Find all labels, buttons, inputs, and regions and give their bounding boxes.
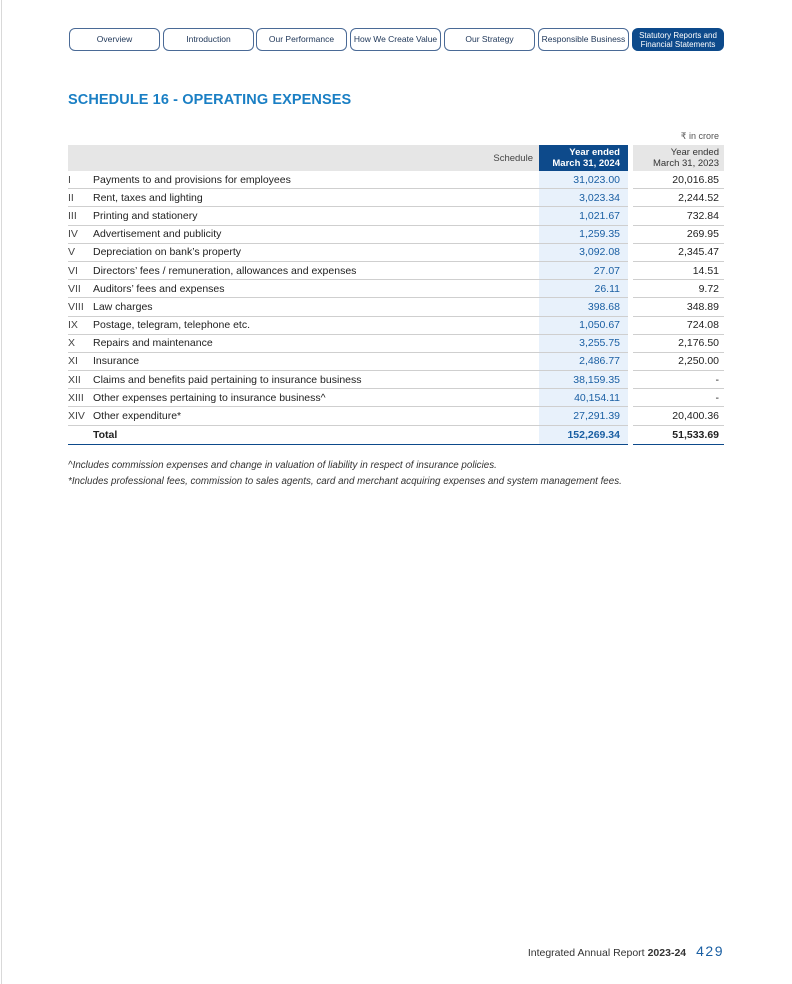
tab-statutory-label: Statutory Reports and Financial Statements [639,30,717,49]
page-footer [528,943,724,959]
table-header-row [68,145,724,171]
schedule-header: Schedule [68,145,539,171]
report-year: 2023-24 [647,947,687,959]
page-title: SCHEDULE 16 - OPERATING EXPENSES [68,92,352,108]
table-row: VII Auditors’ fees and expenses 26.11 9.72 [68,280,724,298]
footnotes [68,458,622,490]
total-row [68,425,724,444]
tab-introduction[interactable]: Introduction [163,28,254,51]
footnote-2: *Includes professional fees, commission to sales agents, card and merchant acquiring expenses and system management fees. [68,476,622,487]
table-row: I Payments to and provisions for employees 31,023.00 20,016.85 [68,171,724,189]
tab-how-we-create-value[interactable]: How We Create Value [350,28,441,51]
table-row: IX Postage, telegram, telephone etc. 1,050.67 724.08 [68,316,724,334]
report-name: Integrated Annual Report [527,947,645,959]
total-current: 152,269.34 [539,425,628,444]
table-row: IV Advertisement and publicity 1,259.35 269.95 [68,225,724,243]
current-year-header: Year ended March 31, 2024 [539,145,628,171]
tab-our-performance[interactable]: Our Performance [256,28,347,51]
table-row: VI Directors’ fees / remuneration, allowances and expenses 27.07 14.51 [68,261,724,279]
tab-our-strategy[interactable]: Our Strategy [444,28,535,51]
table-row: X Repairs and maintenance 3,255.75 2,176.50 [68,334,724,352]
table-row: XI Insurance 2,486.77 2,250.00 [68,352,724,370]
table-row: III Printing and stationery 1,021.67 732.84 [68,207,724,225]
table-row: XIII Other expenses pertaining to insurance business^ 40,154.11 - [68,389,724,407]
page-edge-line [1,0,2,984]
page-number: 429 [696,943,724,959]
table-row: XII Claims and benefits paid pertaining to insurance business 38,159.35 - [68,371,724,389]
footnote-1: ^Includes commission expenses and change in valuation of liability in respect of insurance policies. [68,460,497,471]
total-label: Total [93,425,539,444]
table-row: VIII Law charges 398.68 348.89 [68,298,724,316]
table-row: XIV Other expenditure* 27,291.39 20,400.36 [68,407,724,425]
previous-year-header: Year ended March 31, 2023 [633,145,724,171]
tab-overview[interactable]: Overview [69,28,160,51]
operating-expenses-table [68,145,724,445]
table-row: V Depreciation on bank’s property 3,092.08 2,345.47 [68,243,724,261]
section-nav [69,28,724,53]
currency-unit: ₹ in crore [680,131,719,141]
table-row: II Rent, taxes and lighting 3,023.34 2,244.52 [68,189,724,207]
total-previous: 51,533.69 [633,425,724,444]
tab-statutory-reports[interactable] [632,28,724,51]
tab-responsible-business[interactable]: Responsible Business [538,28,629,51]
